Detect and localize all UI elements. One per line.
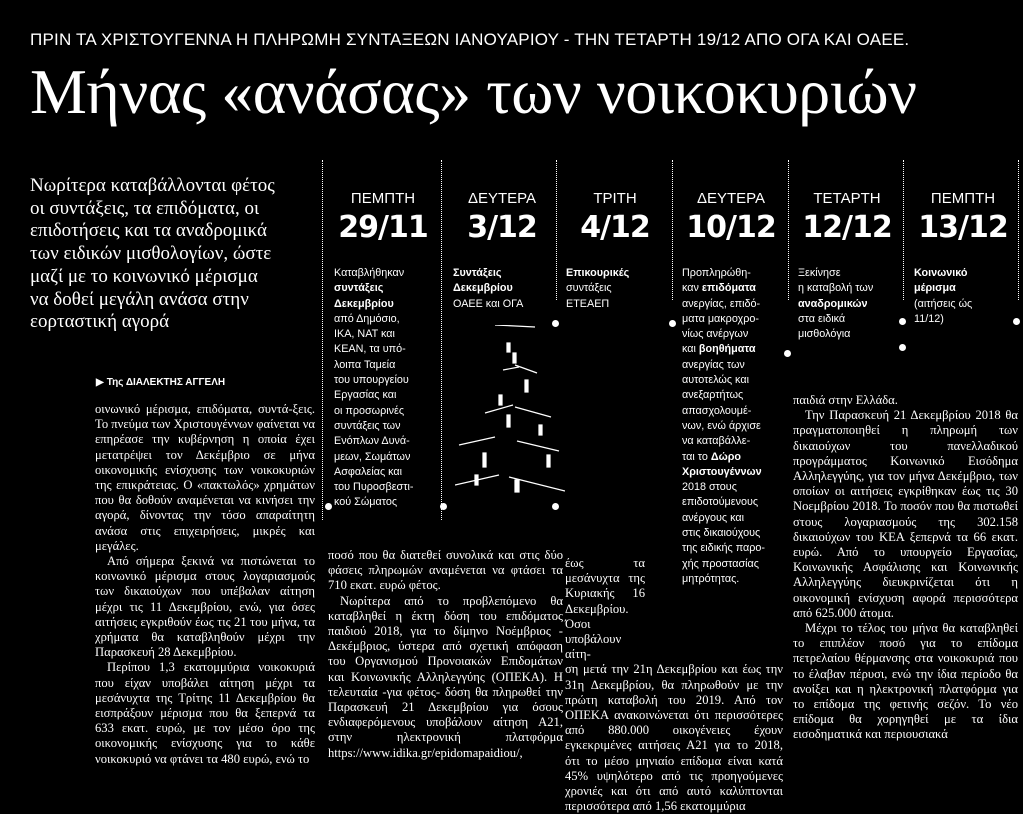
timeline-line: 11/12) [914, 312, 944, 325]
timeline-line: Επικουρικές [566, 267, 630, 279]
timeline-line: μισθολόγια [798, 328, 851, 341]
timeline-day: ΔΕΥΤΕΡΑ [696, 190, 766, 207]
timeline-day: ΔΕΥΤΕΡΑ [467, 190, 537, 207]
timeline-line: Κοινωνικό [914, 267, 968, 279]
timeline-line: Καταβλήθηκαν [334, 267, 405, 279]
timeline-line: Δεκεμβρίου [334, 297, 394, 310]
timeline-line: αυτοτελώς και [682, 374, 749, 387]
timeline-date: 29/11 [338, 210, 428, 245]
timeline-line: να καταβάλλε- [682, 435, 751, 448]
timeline-description [914, 266, 972, 327]
timeline-line: Συντάξεις [453, 267, 502, 279]
timeline-line: μεων, Σωμάτων [334, 450, 411, 463]
timeline-dot [1013, 318, 1020, 325]
timeline-date: 3/12 [467, 210, 537, 245]
timeline-dot [784, 350, 791, 357]
timeline-description [798, 266, 873, 342]
timeline-day: ΠΕΜΠΤΗ [930, 190, 996, 207]
timeline-divider [903, 160, 904, 300]
timeline-line: μέρισμα [914, 282, 956, 295]
timeline-divider [441, 160, 442, 520]
timeline-dot [899, 344, 906, 351]
timeline-line: Ασφαλείας και [334, 465, 403, 478]
paragraph: οινωνικό μέρισμα, επιδόματα, συντά-ξεις. Το πνεύμα των Χριστουγέννων φαίνεται να επηρέασε την κυβέρνηση η οποία έχει μετατρέψει τον Δεκέμβριο σε μήνα οικονομικής ενίσχυσης των νοικοκυριών της επικράτειας. Ο «πακτωλός» χρημάτων που θα δοθούν αναμένεται να κινήσει την αγορά, δίνοντας την τόσο απαραίτητη ανάσα στις επιχειρήσεις, μικρές και μεγάλες. [95, 402, 315, 553]
timeline-line: ΟΑΕΕ και ΟΓΑ [453, 297, 524, 310]
timeline-line: Προπληρώθη- [682, 267, 751, 279]
timeline-date: 12/12 [802, 210, 892, 245]
paragraph: Την Παρασκευή 21 Δεκεμβρίου 2018 θα πραγματοποιηθεί η πληρωμή των δικαιούχων του πανελλαδικού προγράμματος Κοινωνικό Εισόδημα Αλληλεγγύης, για τον μήνα Δεκέμβριο, των οποίων οι αιτήσεις εγκρίθηκαν έως τις 30 Νοεμβρίου 2018. Το ποσόν που θα πιστωθεί στους λογαριασμούς της 302.158 δικαιούχων του ΚΕΑ ξεπερνά τα 66 εκατ. ευρώ. Από το υπουργείο Εργασίας, Κοινωνικής Ασφάλισης και Κοινωνικής Αλληλεγγύης διευκρινίζεται ότι η οικονομική ενίσχυση αφορά περισσότερα από 625.000 άτομα. [793, 408, 1018, 620]
timeline-line: κού Σώματος [334, 496, 398, 509]
timeline-line: (αιτήσεις ώς [914, 297, 973, 310]
top-strapline: ΠΡΙΝ ΤΑ ΧΡΙΣΤΟΥΓΕΝΝΑ Η ΠΛΗΡΩΜΗ ΣΥΝΤΑΞΕΩΝ ΙΑΝΟΥΑΡΙΟΥ - ΤΗΝ ΤΕΤΑΡΤΗ 19/12 ΑΠΟ ΟΓΑ ΚΑΙ ΟΑΕΕ. [30, 30, 910, 49]
timeline-dot [325, 503, 332, 510]
timeline-date: 13/12 [918, 210, 1008, 245]
timeline-line: οι προσωρινές [334, 404, 405, 417]
timeline-description [453, 266, 523, 312]
article-column-2 [328, 548, 563, 761]
paragraph: παιδιά στην Ελλάδα. [793, 393, 898, 407]
paragraph: ποσό που θα διατεθεί συνολικά και στις δύο φάσεις πληρωμών αναμένεται να φτάσει τα 710 εκατ. ευρώ φέτος. [328, 548, 563, 593]
timeline-line: η καταβολή των [798, 282, 874, 295]
timeline-line: ανεργίας των [682, 358, 745, 371]
timeline-line: χής προστασίας [682, 557, 759, 570]
paragraph: Νωρίτερα από το προβλεπόμενο θα καταβληθεί η έκτη δόση του επιδόματος παιδιού 2018, για το δίμηνο Νοέμβριος - Δεκέμβριος, ύστερα από σχετική απόφαση του Οργανισμού Προνοιακών Επιδομάτων και Κοινωνικής Αλληλεγγύης (ΟΠΕΚΑ). Η τελευταία -για φέτος- δόση θα πληρωθεί την Παρασκευή 21 Δεκεμβρίου για όσους ενδιαφερόμενους υποβάλουν αίτηση Α21, στην ηλεκτρονική πλατφόρμα https://www.idika.gr/epidomapaidiou/, [328, 593, 563, 760]
timeline-dot [899, 318, 906, 325]
timeline-line: καν επιδόματα [682, 282, 756, 295]
timeline-line: στα ειδικά [798, 312, 846, 325]
timeline-line: 2018 στους [682, 481, 737, 494]
timeline-date: 10/12 [686, 210, 776, 245]
timeline-line: ΕΤΕΑΕΠ [566, 297, 610, 310]
timeline-line: Χριστουγέννων [682, 465, 762, 478]
timeline-description [334, 266, 413, 511]
timeline-date: 4/12 [580, 210, 650, 245]
christmas-tree-illustration [455, 325, 565, 505]
timeline-line: νων, ενώ άρχισε [682, 419, 761, 432]
page-headline: Μήνας «ανάσας» των νοικοκυριών [30, 56, 917, 127]
timeline-line: συντάξεις [566, 282, 612, 295]
paragraph: Από σήμερα ξεκινά να πιστώνεται το κοινωνικό μέρισμα στους λογαριασμούς των δικαιούχων που υπέβαλαν αίτηση μέχρι τις 11 Δεκεμβρίου, ενώ, για όσες αιτήσεις εγκριθούν έως τις 21 του μήνα, τα χρήματα θα καταβληθούν μέχρι την Παρασκευή 28 Δεκεμβρίου. [95, 554, 315, 660]
timeline-line: Δεκεμβρίου [453, 282, 513, 295]
timeline-line: της ειδικής παρο- [682, 542, 765, 555]
paragraph: ση μετά την 21η Δεκεμβρίου και έως την 31η Δεκεμβρίου, θα πληρωθούν με την πρώτη καταβολή του 2019. Από τον ΟΠΕΚΑ ανακοινώνεται ότι περισσότερες από 880.000 οικογένειες έχουν εγκεκριμένες αιτήσεις Α21 για το 2018, ότι το μέσο μηνιαίο επίδομα είναι κατά 45% υψηλότερο από τις προηγούμενες χρονιές και ότι από αυτό καλύπτονται περισσότερα από 1,56 εκατομμύρια [565, 662, 783, 814]
byline [96, 377, 225, 388]
timeline-line: επιδοτούμενους [682, 496, 759, 509]
timeline-divider [672, 160, 673, 300]
timeline-dot [440, 503, 447, 510]
paragraph: Περίπου 1,3 εκατομμύρια νοικοκυριά που είχαν υποβάλει αίτηση μέχρι τα μεσάνυχτα της Τρίτης 11 Δεκεμβρίου θα εισπράξουν μέρισμα που θα ξεπερνά τα 633 εκατ. ευρώ, με τον μέσο όρο της οικονομικής ενίσχυσης για το κάθε νοικοκυριό να φτάνει τα 480 ευρώ, ενώ το [95, 660, 315, 766]
timeline-day: ΠΕΜΠΤΗ [350, 190, 416, 207]
timeline-line: μητρότητας. [682, 572, 740, 585]
timeline-line: Εργασίας και [334, 389, 397, 402]
timeline-day: ΤΕΤΑΡΤΗ [813, 190, 881, 207]
paragraph: Μέχρι το τέλος του μήνα θα καταβληθεί το επιπλέον ποσό για το επίδομα πετρελαίου θέρμανσης στα νοικοκυριά που το έλαβαν πέρυσι, ενώ την ίδια περίοδο θα ανοίξει και η ηλεκτρονική πλατφόρμα για το επίδομα της φετινής σεζόν. Το νέο επίδομα θα χορηγηθεί με τα ίδια εισοδηματικά και περιουσιακά [793, 621, 1018, 742]
timeline-line: του Πυροσβεστι- [334, 481, 414, 494]
timeline-line: και βοηθήματα [682, 343, 756, 356]
timeline-line: συντάξεις [334, 282, 384, 295]
timeline-line: ΙΚΑ, ΝΑΤ και [334, 328, 395, 341]
timeline-line: στις δικαιούχους [682, 527, 761, 540]
byline-prefix: Της [106, 377, 124, 388]
timeline-line: ανέργους και [682, 511, 745, 524]
paragraph: έως τα μεσάνυχτα της Κυριακής 16 Δεκεμβρίου. Όσοι υποβάλουν αίτη- [565, 556, 645, 662]
timeline-description [682, 266, 765, 587]
timeline-line: Ενόπλων Δυνά- [334, 435, 410, 448]
timeline-divider [1018, 160, 1019, 300]
timeline-line: του υπουργείου [334, 374, 409, 387]
byline-author: ΔΙΑΛΕΚΤΗΣ ΑΓΓΕΛΗ [125, 377, 226, 388]
timeline-dot [669, 320, 676, 327]
timeline-line: ΚΕΑΝ, τα υπό- [334, 343, 406, 356]
timeline-day: ΤΡΙΤΗ [593, 190, 637, 207]
timeline-line: λοιπα Ταμεία [334, 358, 396, 371]
timeline-line: ται το Δώρο [682, 450, 742, 463]
timeline-line: νίως ανέργων [682, 328, 749, 341]
timeline-line: Ξεκίνησε [798, 267, 841, 279]
article-column-1 [95, 402, 315, 767]
timeline-line: συντάξεις των [334, 419, 401, 432]
article-column-4 [793, 393, 1018, 743]
timeline-line: απασχολουμέ- [682, 404, 752, 417]
timeline-line: ανεξαρτήτως [682, 389, 744, 402]
timeline-divider [322, 160, 323, 520]
timeline-line: από Δημόσιο, [334, 312, 400, 325]
arrow-icon: ▶ [96, 377, 104, 388]
timeline-line: ματα μακροχρο- [682, 312, 759, 325]
timeline-line: ανεργίας, επιδό- [682, 297, 761, 310]
lead-paragraph: Νωρίτερα καταβάλλονται φέτος οι συντάξεις, τα επιδόματα, οι επιδοτήσεις και τα αναδρομικά των ειδικών μισθολογίων, ώστε μαζί με το κοινωνικό μέρισμα να δοθεί μεγάλη ανάσα στην εορταστική αγορά [30, 175, 275, 333]
timeline-description [566, 266, 629, 312]
timeline-divider [788, 160, 789, 300]
timeline-line: αναδρομικών [798, 297, 868, 310]
